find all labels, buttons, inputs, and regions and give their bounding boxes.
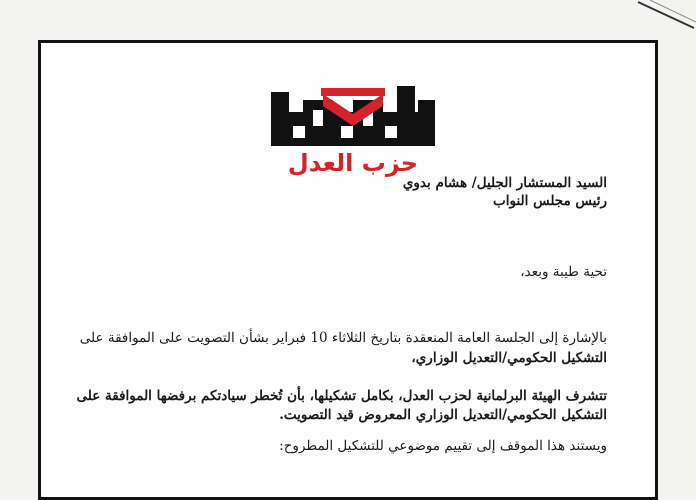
page-corner-mark <box>636 0 696 30</box>
paragraph-3-line-1: ويستند هذا الموقف إلى تقييم موضوعي للتشكيل المطروح: <box>279 438 607 454</box>
letter-sheet <box>38 40 658 500</box>
addressee-line-1: السيد المستشار الجليل/ هشام بدوي <box>402 175 607 191</box>
letterhead-logo <box>263 70 443 182</box>
addressee-line-2: رئيس مجلس النواب <box>493 193 607 209</box>
paragraph-2-line-2: التشكيل الحكومي/التعديل الوزاري المعروض قيد التصويت. <box>279 407 607 423</box>
greeting: تحية طيبة وبعد، <box>520 264 607 280</box>
paragraph-2-line-1: تتشرف الهيئة البرلمانية لحزب العدل، بكامل تشكيلها، بأن تُخطر سيادتكم برفضها الموافقة على <box>76 388 607 404</box>
party-name: حزب العدل <box>287 149 419 177</box>
paragraph-1-line-1: بالإشارة إلى الجلسة العامة المنعقدة بتاريخ الثلاثاء 10 فبراير بشأن التصويت على الموافقة على <box>79 330 607 346</box>
paragraph-1-line-2: التشكيل الحكومي/التعديل الوزاري، <box>411 350 607 366</box>
party-logo-icon <box>263 70 443 150</box>
